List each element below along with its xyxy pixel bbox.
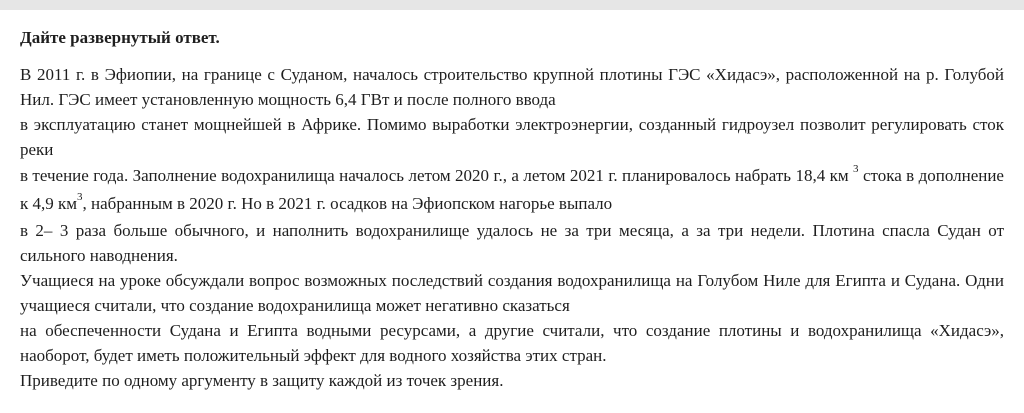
paragraph-filling-part-3: , набранным в 2020 г. Но в 2021 г. осадков на Эфиопском нагорье выпало: [82, 194, 613, 213]
top-bar: [0, 0, 1024, 10]
paragraph-discussion: Учащиеся на уроке обсуждали вопрос возможных последствий создания водохранилища на Голубом Ниле для Египта и Судана. Одни учащиеся считали, что создание водохранилища может негативно сказаться: [20, 271, 1004, 315]
paragraph-question: Приведите по одному аргументу в защиту каждой из точек зрения.: [20, 371, 504, 390]
paragraph-exploitation: в эксплуатацию станет мощнейшей в Африке. Помимо выработки электроэнергии, созданный гидроузел позволит регулировать сток реки: [20, 115, 1004, 159]
paragraph-flood: в 2– 3 раза больше обычного, и наполнить водохранилище удалось не за три месяца, а за три недели. Плотина спасла Судан от сильного наводнения.: [20, 221, 1004, 265]
paragraph-opinions: на обеспеченности Судана и Египта водными ресурсами, а другие считали, что создание плотины и водохранилища «Хидасэ», наоборот, будет иметь положительный эффект для водного хозяйства этих стран.: [20, 321, 1004, 365]
paragraph-intro: В 2011 г. в Эфиопии, на границе с Суданом, началось строительство крупной плотины ГЭС «Хидасэ», расположенной на р. Голубой Нил. ГЭС имеет установленную мощность 6,4 ГВт и после полного ввода: [20, 65, 1004, 109]
task-content: [20, 26, 1004, 393]
superscript-3: 3: [853, 163, 859, 175]
paragraph-filling-part-1: в течение года. Заполнение водохранилища началось летом 2020 г., а летом 2021 г. планировалось набрать 18,4 км: [20, 166, 854, 185]
paragraph-filling: [20, 162, 1004, 218]
superscript-3: 3: [77, 191, 83, 203]
task-title: Дайте развернутый ответ.: [20, 28, 220, 47]
paragraph-filling-part-2: стока в дополнение к 4,9 км: [20, 166, 1004, 213]
